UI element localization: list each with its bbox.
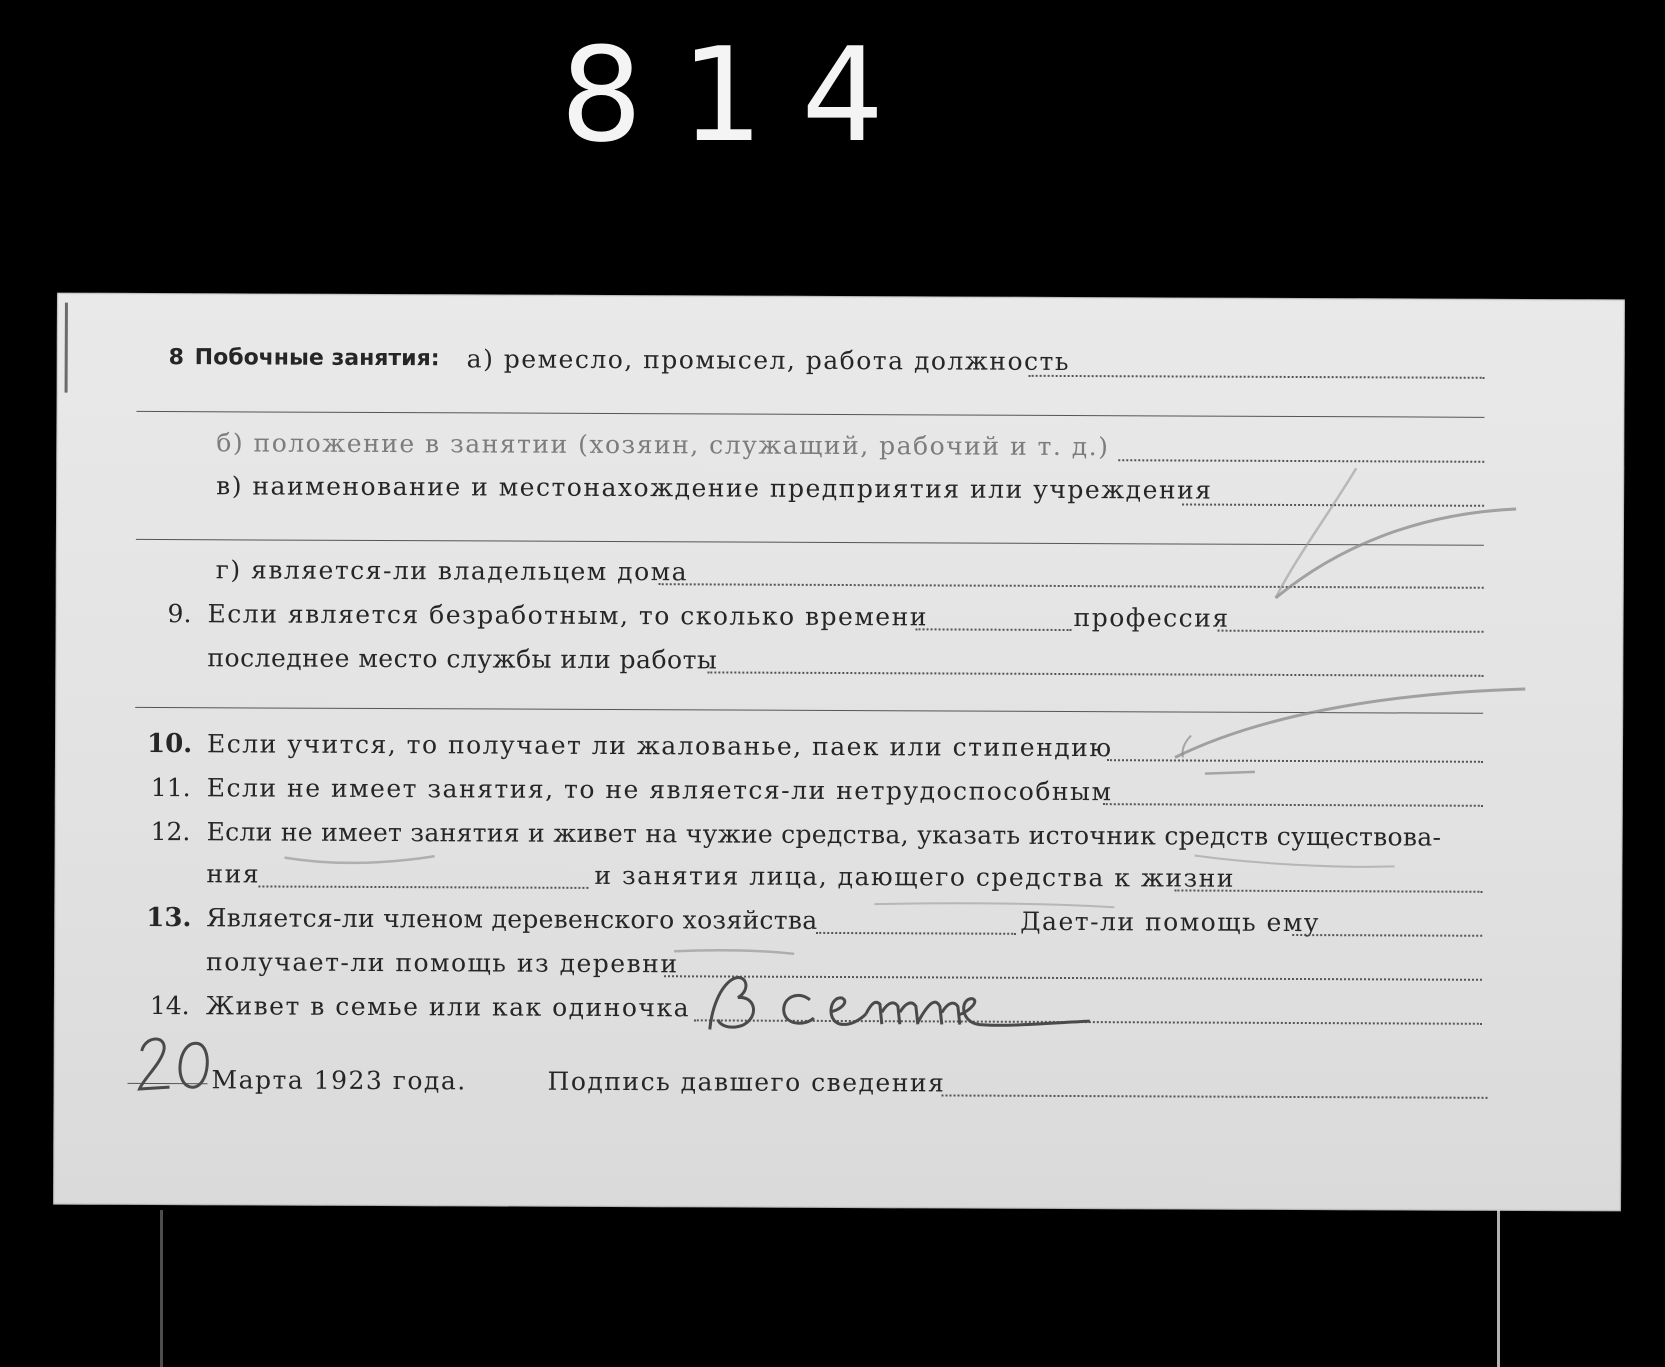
- item-12-cont-a: ния: [206, 859, 261, 889]
- item-9-last-place-line: [707, 671, 1483, 676]
- film-edge-line-right: [1497, 1210, 1500, 1367]
- item-8a-blank-line: [136, 411, 1484, 418]
- item-9-profession-label: профессия: [1073, 603, 1230, 633]
- footer-signature-label: Подпись давшего сведения: [547, 1066, 946, 1098]
- item-10-fill-line: [1107, 759, 1483, 763]
- item-8g-text: г) является-ли владельцем дома: [215, 555, 689, 587]
- item-8-number: 8: [168, 345, 185, 371]
- item-13-number: 13.: [146, 902, 192, 934]
- film-edge-line-left: [160, 1210, 163, 1367]
- census-form-card: [53, 293, 1625, 1212]
- item-9-duration-line: [916, 628, 1072, 631]
- card-edge-mark: [65, 303, 68, 393]
- item-9-last-place-label: последнее место службы или работы: [207, 643, 718, 675]
- item-13-receives-label: получает-ли помощь из деревни: [206, 947, 679, 979]
- item-12-source-line: [258, 885, 588, 888]
- footer-day-line: [128, 1083, 208, 1084]
- item-9-profession-line: [1218, 630, 1484, 633]
- item-8b-text: б) положение в занятии (хозяин, служащий, рабочий и т. д.): [216, 428, 1110, 462]
- item-9-text: Если является безработным, то сколько времени: [207, 599, 929, 632]
- item-14-fill-line: [694, 1019, 1482, 1024]
- item-13-receives-line: [664, 975, 1482, 981]
- footer-date: Марта 1923 года.: [211, 1065, 467, 1096]
- item-11-number: 11.: [150, 772, 191, 803]
- item-10-text: Если учится, то получает ли жалованье, паек или стипендию: [206, 729, 1113, 763]
- microfilm-frame-number: 814: [560, 19, 923, 171]
- footer-handwritten-day: [133, 1029, 223, 1099]
- item-14-handwritten-answer: [690, 959, 1130, 1051]
- item-8v-fill-line: [1182, 503, 1484, 506]
- item-13-gives-label: Дает-ли помощь ему: [1020, 906, 1321, 938]
- item-8a-text: а) ремесло, промысел, работа должность: [466, 344, 1071, 377]
- item-12-text: Если не имеет занятия и живет на чужие средства, указать источник средств существова-: [206, 817, 1442, 852]
- item-8v-text: в) наименование и местонахождение предприятия или учреждения: [216, 471, 1213, 505]
- item-8-heading: Побочные занятия:: [194, 345, 440, 372]
- item-13-member-line: [816, 932, 1016, 935]
- item-8b-fill-line: [1118, 459, 1484, 463]
- item-9-blank-line: [135, 707, 1483, 714]
- item-8g-fill-line: [659, 583, 1484, 589]
- item-13-gives-line: [1292, 934, 1482, 937]
- item-8v-blank-line: [136, 539, 1484, 546]
- item-12-number: 12.: [150, 816, 191, 847]
- item-11-fill-line: [1103, 803, 1483, 807]
- item-14-text: Живет в семье или как одиночка: [205, 991, 691, 1023]
- item-9-number: 9.: [167, 599, 192, 629]
- item-13-text: Является-ли членом деревенского хозяйства: [206, 903, 818, 935]
- item-11-text: Если не имеет занятия, то не является-ли нетрудоспособным: [206, 773, 1113, 807]
- item-10-number: 10.: [146, 728, 193, 760]
- footer-signature-line: [941, 1094, 1487, 1098]
- item-8a-fill-line: [1029, 375, 1485, 379]
- item-12-cont-b: и занятия лица, дающего средства к жизни: [594, 860, 1236, 893]
- item-14-number: 14.: [149, 990, 190, 1021]
